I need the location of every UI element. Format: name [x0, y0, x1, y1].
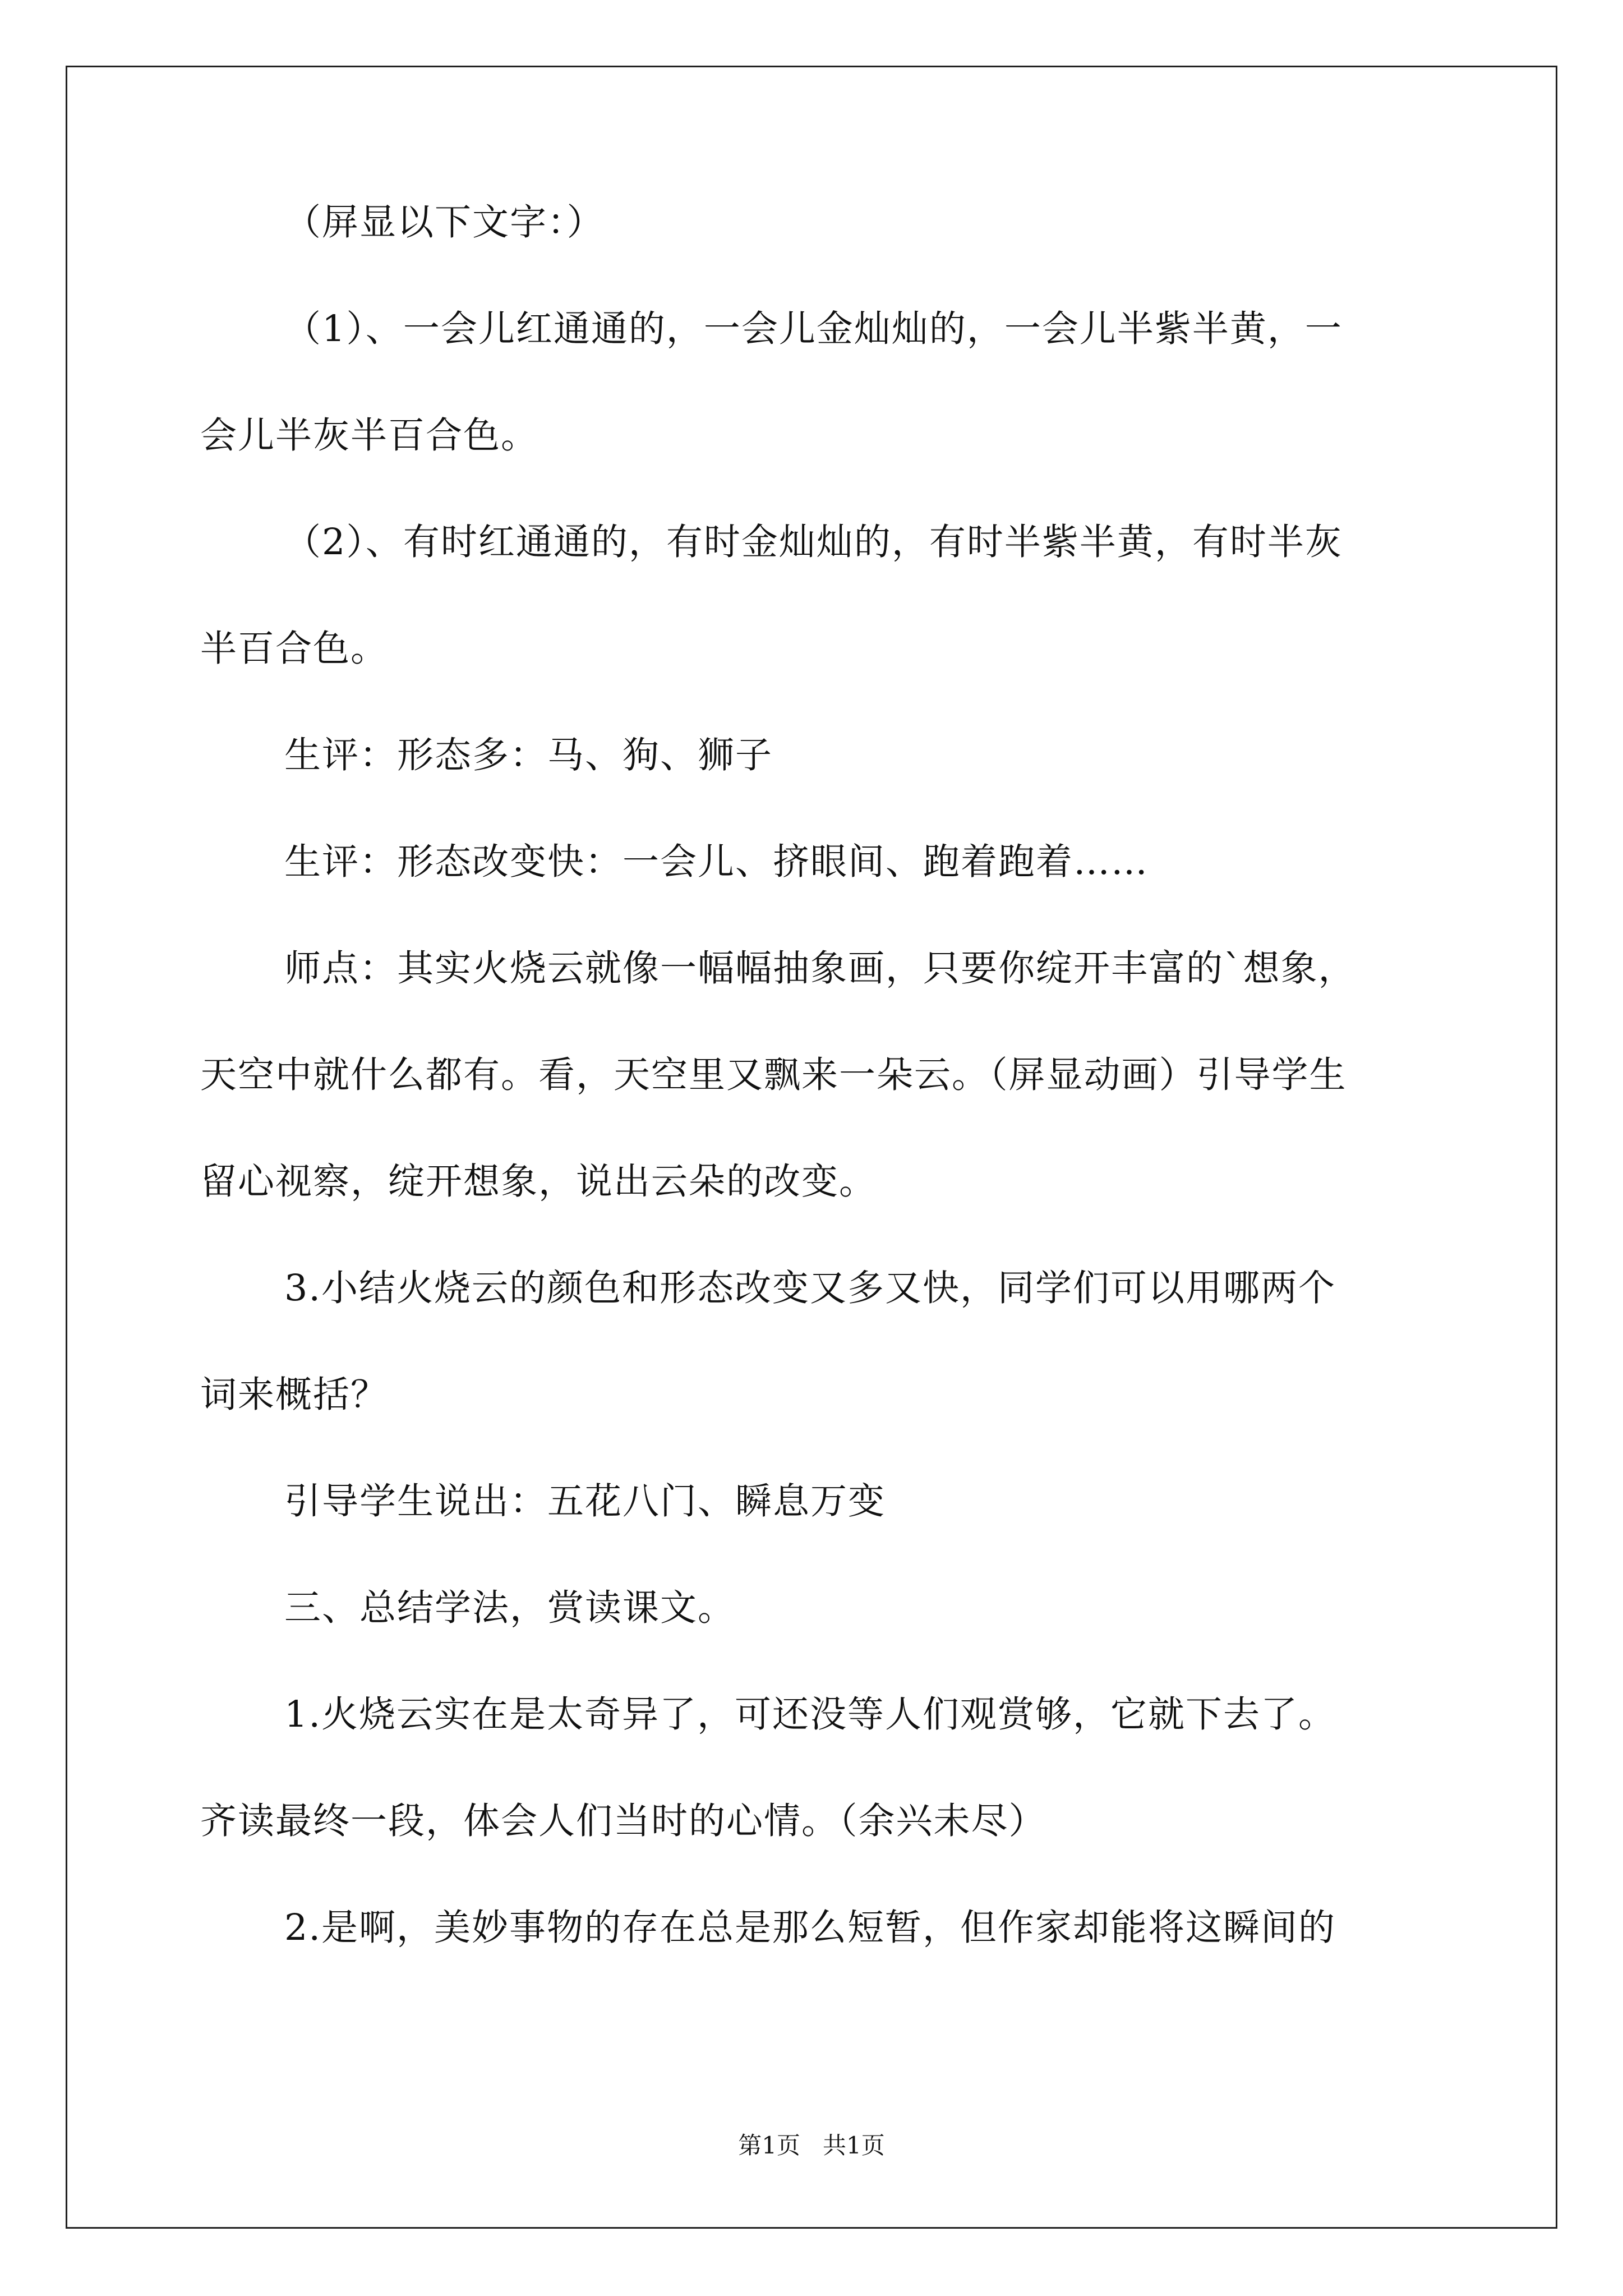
paragraph-line-13: 引导学生说出：五花八门、瞬息万变 — [284, 1480, 886, 1522]
paragraph-line-14: 三、总结学法，赏读课文。 — [284, 1587, 736, 1629]
paragraph-line-11: 3.小结火烧云的颜色和形态改变又多又快，同学们可以用哪两个 — [284, 1267, 1336, 1309]
page-number-footer: 第1页 共1页 — [738, 2132, 885, 2159]
paragraph-line-3: 会儿半灰半百合色。 — [200, 415, 539, 457]
paragraph-line-8: 师点：其实火烧云就像一幅幅抽象画，只要你绽开丰富的`想象， — [284, 947, 1356, 990]
paragraph-line-10: 留心视察，绽开想象，说出云朵的改变。 — [200, 1161, 877, 1203]
paragraph-line-17: 2.是啊，美妙事物的存在总是那么短暂，但作家却能将这瞬间的 — [284, 1907, 1336, 1949]
page-border — [66, 66, 1557, 2229]
paragraph-line-7: 生评：形态改变快：一会儿、挤眼间、跑着跑着…… — [284, 841, 1149, 883]
paragraph-line-6: 生评：形态多：马、狗、狮子 — [284, 734, 773, 776]
paragraph-line-1: （屏显以下文字：） — [284, 201, 605, 243]
paragraph-line-9: 天空中就什么都有。看，天空里又飘来一朵云。（屏显动画）引导学生 — [200, 1054, 1347, 1096]
paragraph-line-2: （1）、一会儿红通通的，一会儿金灿灿的，一会儿半紫半黄，一 — [284, 308, 1343, 350]
paragraph-line-15: 1.火烧云实在是太奇异了，可还没等人们观赏够，它就下去了。 — [284, 1694, 1336, 1736]
paragraph-line-5: 半百合色。 — [200, 628, 389, 670]
paragraph-line-16: 齐读最终一段，体会人们当时的心情。（余兴未尽） — [200, 1800, 1046, 1842]
paragraph-line-4: （2）、有时红通通的，有时金灿灿的，有时半紫半黄，有时半灰 — [284, 521, 1343, 563]
paragraph-line-12: 词来概括？ — [200, 1374, 389, 1416]
